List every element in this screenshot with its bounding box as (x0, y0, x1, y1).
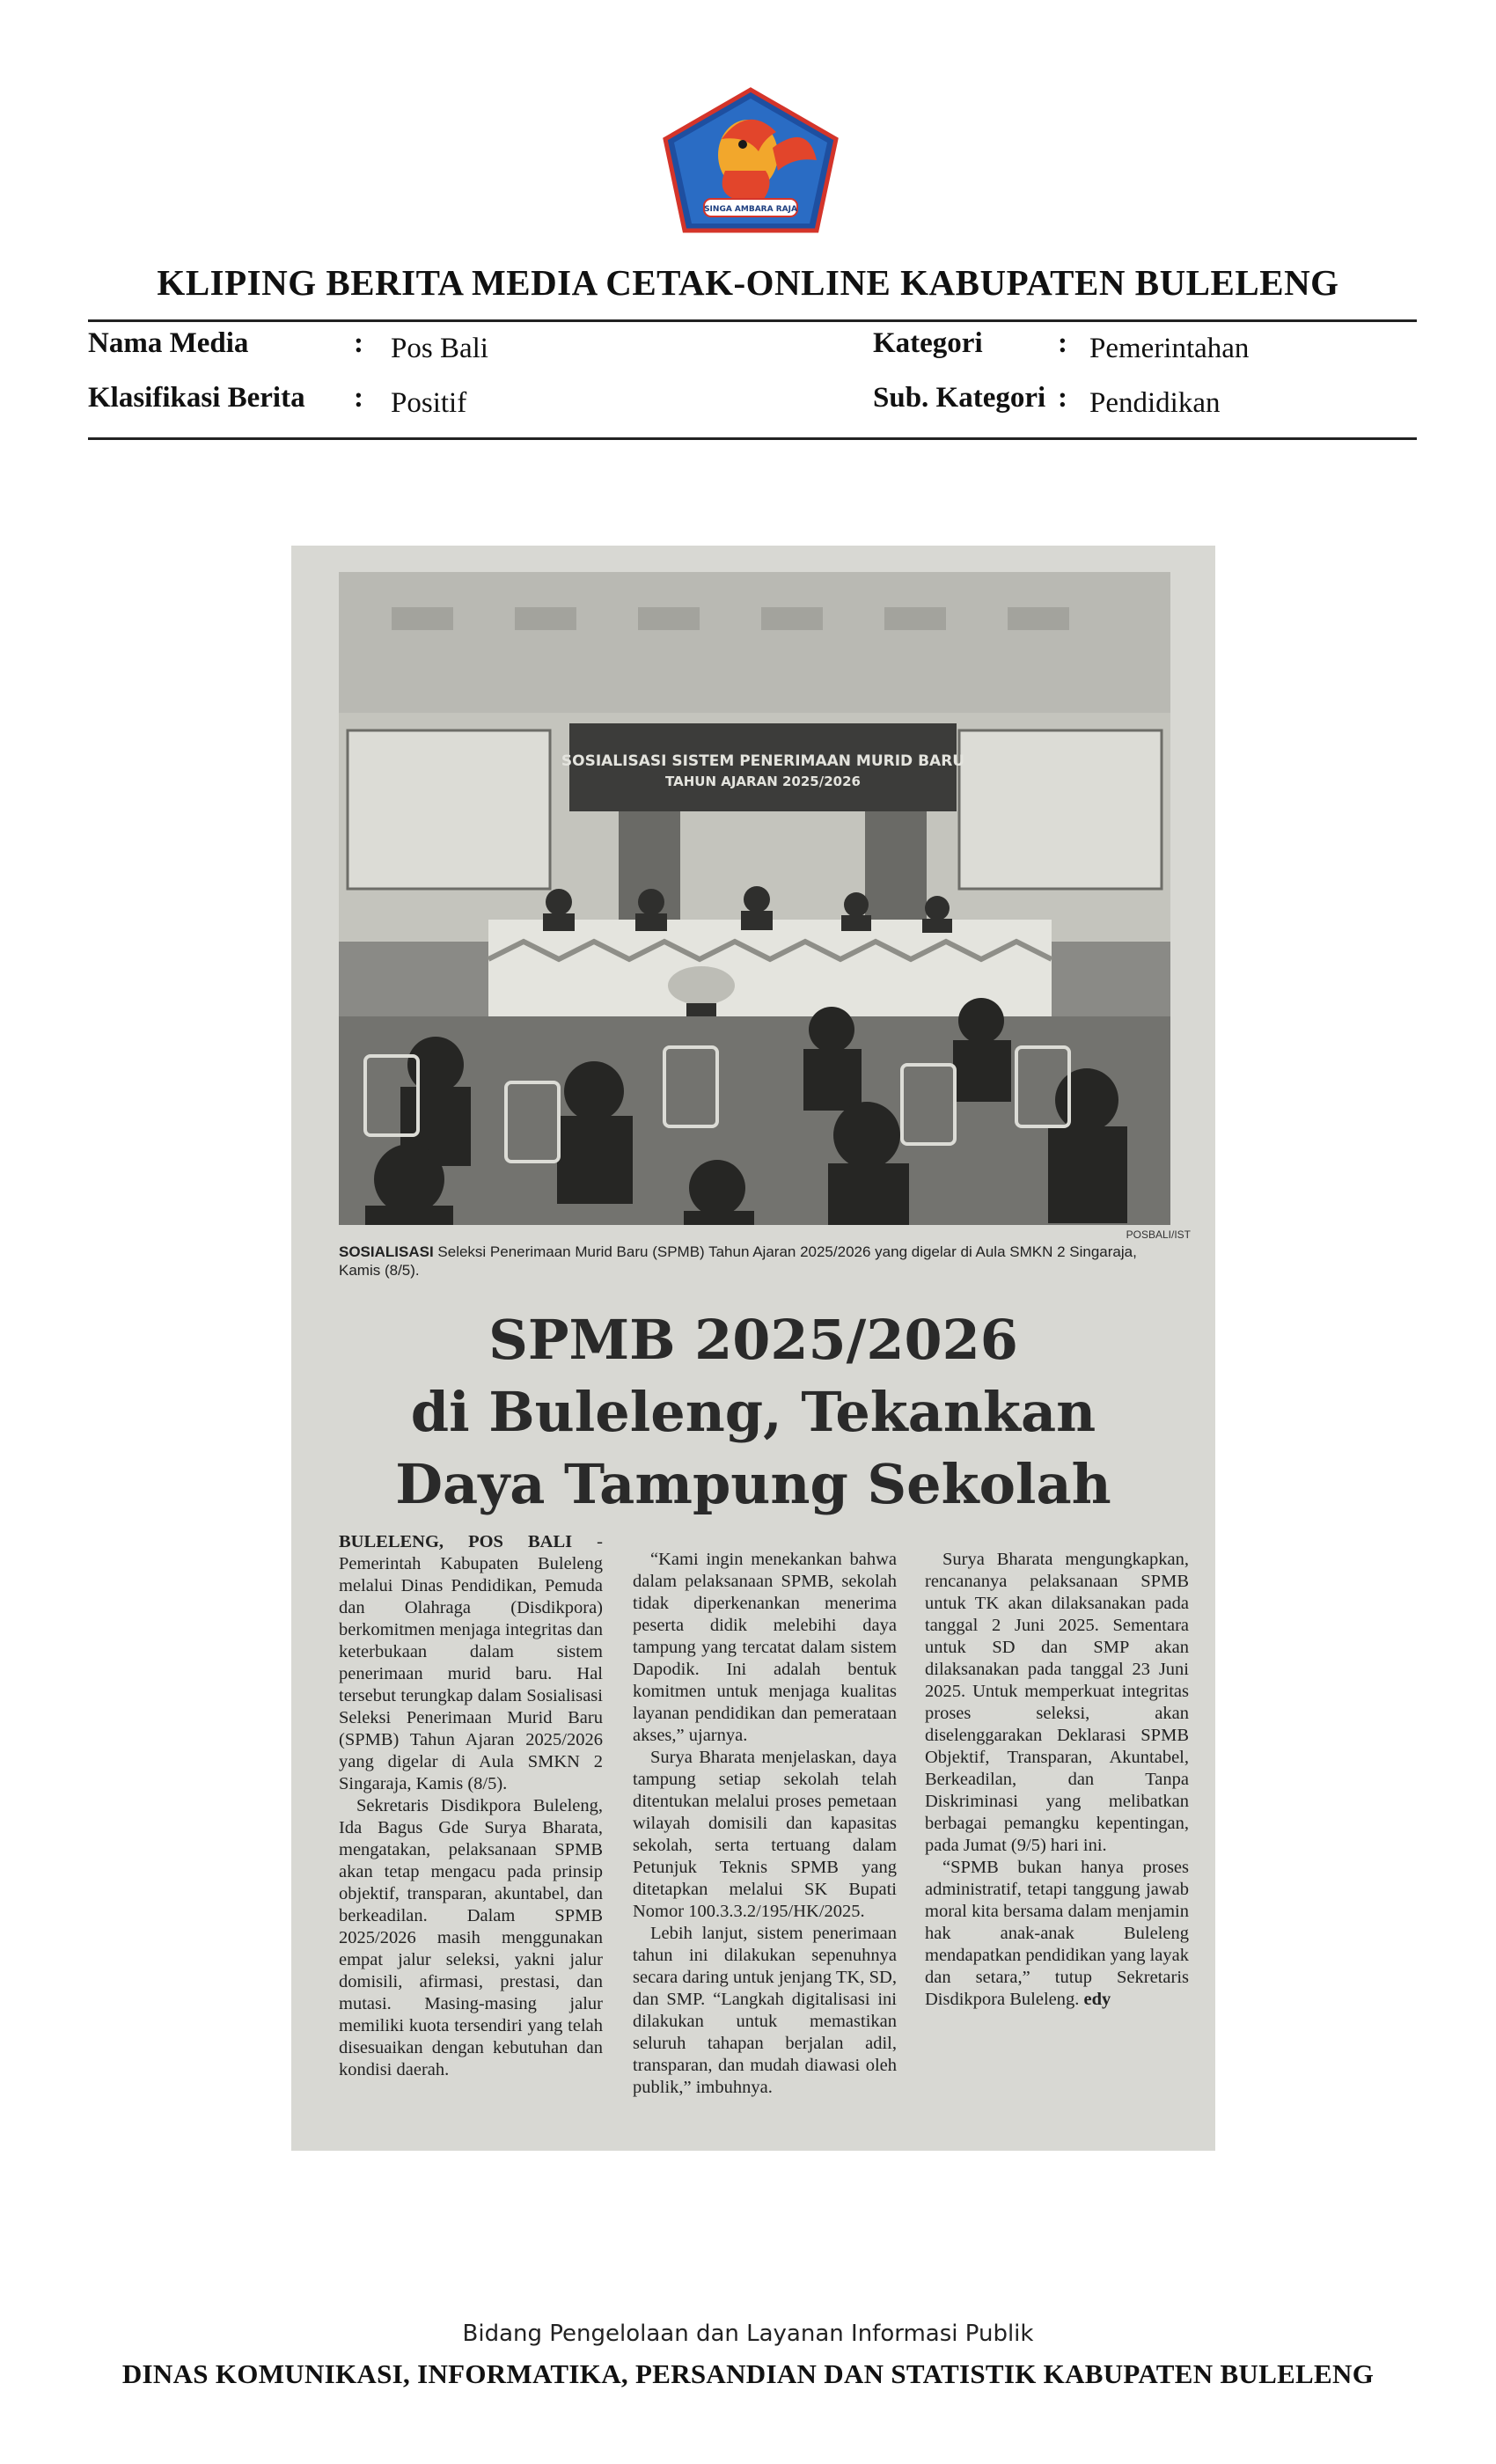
article-paragraph (925, 1857, 1189, 2011)
caption-text: Seleksi Penerimaan Murid Baru (SPMB) Tahun Ajaran 2025/2026 yang digelar di Aula SMKN 2 Singaraja, Kamis (8/5). (339, 1243, 1137, 1279)
klasifikasi-label: Klasifikasi Berita (88, 382, 305, 414)
article-paragraph: Sekretaris Disdikpora Buleleng, Ida Bagus Gde Surya Bharata, mengatakan, pelaksanaan SPMB akan tetap mengacu pada prinsip objektif, transparan, akuntabel, dan berkeadilan. Dalam SPMB 2025/2026 masih menggunakan empat jalur seleksi, yakni jalur domisili, afirmasi, prestasi, dan mutasi. Masing-masing jalur memiliki kuota tersendiri yang telah disesuaikan dengan kebutuhan dan kondisi daerah. (339, 1796, 603, 2079)
article-paragraph: “Kami ingin menekankan bahwa dalam pelaksanaan SPMB, sekolah tidak diperkenankan menerima peserta didik melebihi daya tampung yang tercatat dalam sistem Dapodik. Ini adalah bentuk komitmen untuk menjaga kualitas layanan pendidikan dan pemerataan akses,” ujarnya. (633, 1550, 897, 1745)
article-paragraph: Lebih lanjut, sistem penerimaan tahun ini dilakukan sepenuhnya secara daring untuk jenjang TK, SD, dan SMP. “Langkah digitalisasi ini dilakukan untuk memastikan seluruh tahapan berjalan adil, transparan, dan mudah diawasi oleh publik,” imbuhnya. (633, 1924, 897, 2097)
emblem-motto: SINGA AMBARA RAJA (704, 205, 797, 214)
headline-line-3: Daya Tampung Sekolah (395, 1452, 1111, 1516)
article-column-1 (339, 1531, 603, 2081)
meta-row-1 (0, 327, 1496, 371)
klasifikasi-value: Positif (391, 387, 467, 419)
article-column-3 (925, 1549, 1189, 2011)
event-photo (339, 572, 1170, 1225)
header-divider-bottom (88, 437, 1417, 440)
colon: : (1058, 382, 1067, 414)
buleleng-regency-emblem (660, 86, 841, 234)
article-column-2 (633, 1549, 897, 2099)
colon: : (354, 382, 363, 414)
page-title: KLIPING BERITA MEDIA CETAK-ONLINE KABUPATEN BULELENG (157, 262, 1339, 303)
paragraph-text: - Pemerintah Kabupaten Buleleng melalui Dinas Pendidikan, Pemuda dan Olahraga (Disdikpora) berkomitmen menjaga integritas dan keterbukaan dalam sistem penerimaan murid baru. Hal tersebut terungkap dalam Sosialisasi Seleksi Penerimaan Murid Baru (SPMB) Tahun Ajaran 2025/2026 yang digelar di Aula SMKN 2 Singaraja, Kamis (8/5). (339, 1532, 604, 1793)
article-paragraph: Surya Bharata menjelaskan, daya tampung setiap sekolah telah ditentukan melalui proses pemetaan wilayah domisili dan kapasitas sekolah, serta tertuang dalam Petunjuk Teknis SPMB yang ditetapkan melalui SK Bupati Nomor 100.3.3.2/195/HK/2025. (633, 1748, 897, 1921)
headline-line-2: di Buleleng, Tekankan (410, 1380, 1096, 1444)
caption-lead: SOSIALISASI (339, 1243, 434, 1260)
banner-line-2: TAHUN AJARAN 2025/2026 (665, 774, 861, 789)
nama-media-label: Nama Media (88, 327, 249, 359)
footer-division: Bidang Pengelolaan dan Layanan Informasi Publik (462, 2321, 1034, 2347)
footer-agency: DINAS KOMUNIKASI, INFORMATIKA, PERSANDIAN DAN STATISTIK KABUPATEN BULELENG (121, 2358, 1375, 2389)
meta-row-2 (0, 382, 1496, 426)
colon: : (1058, 327, 1067, 359)
kategori-label: Kategori (873, 327, 983, 359)
photo-credit: POSBALI/IST (1126, 1228, 1191, 1241)
newspaper-clipping (291, 546, 1215, 2151)
sub-kategori-label: Sub. Kategori (873, 382, 1046, 414)
colon: : (354, 327, 363, 359)
paragraph-text: “SPMB bukan hanya proses administratif, tetapi tanggung jawab moral kita bersama dalam menjamin hak anak-anak Buleleng mendapatkan pendidikan yang layak dan setara,” tutup Sekretaris Disdikpora Buleleng. (925, 1858, 1189, 2009)
headline-line-1: SPMB 2025/2026 (488, 1308, 1018, 1372)
nama-media-value: Pos Bali (391, 333, 488, 364)
article-headline (318, 1304, 1189, 1521)
sub-kategori-value: Pendidikan (1089, 387, 1221, 419)
article-paragraph (339, 1531, 603, 1795)
byline: edy (1083, 1990, 1111, 2009)
photo-caption (339, 1243, 1170, 1280)
dateline: BULELENG, POS BALI (339, 1532, 573, 1551)
header-divider-top (88, 319, 1417, 322)
kategori-value: Pemerintahan (1089, 333, 1250, 364)
banner-line-1: SOSIALISASI SISTEM PENERIMAAN MURID BARU (561, 752, 965, 770)
article-paragraph: Surya Bharata mengungkapkan, rencananya pelaksanaan SPMB untuk TK akan dilaksanakan pada tanggal 2 Juni 2025. Sementara untuk SD dan SMP akan dilaksanakan pada tanggal 23 Juni 2025. Untuk memperkuat integritas proses seleksi, akan diselenggarakan Deklarasi SPMB Objektif, Transparan, Akuntabel, Berkeadilan, dan Tanpa Diskriminasi yang melibatkan berbagai pemangku kepentingan, pada Jumat (9/5) hari ini. (925, 1550, 1189, 1855)
